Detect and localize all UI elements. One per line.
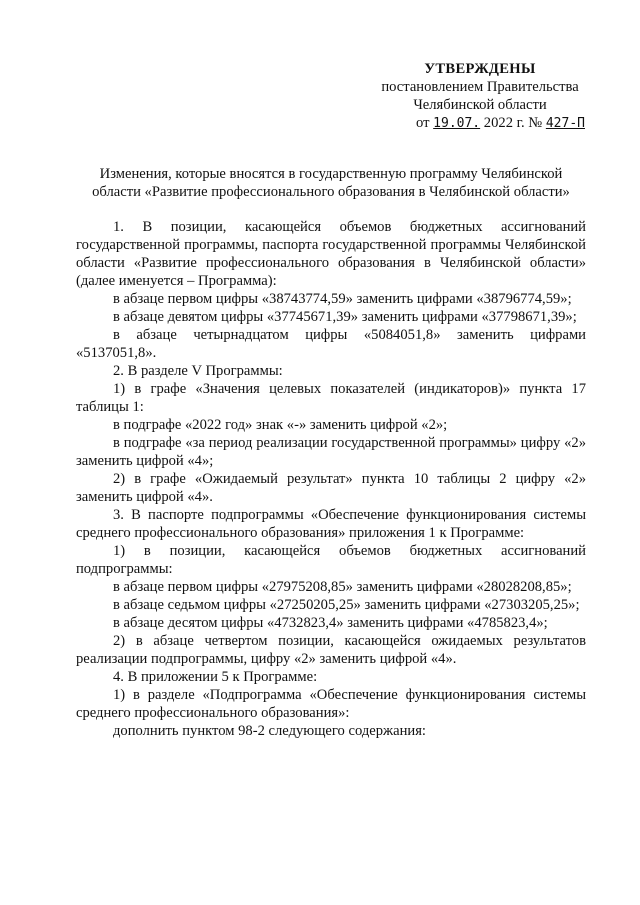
paragraph-12: в абзаце первом цифры «27975208,85» заменить цифрами «28028208,85»; — [113, 579, 572, 595]
paragraph-17: 1) в разделе «Подпрограмма «Обеспечение функционирования системы среднего профессионального образования»: — [76, 687, 586, 721]
handwritten-date: 19.07. — [433, 116, 481, 131]
handwritten-number: 427-П — [545, 116, 585, 131]
approval-title: УТВЕРЖДЕНЫ — [424, 61, 536, 77]
approval-line-2: Челябинской области — [413, 97, 547, 113]
document-body — [76, 218, 586, 740]
approval-block — [375, 60, 585, 133]
paragraph-7: в подграфе «2022 год» знак «-» заменить цифрой «2»; — [113, 417, 448, 433]
paragraph-5: 2. В разделе V Программы: — [113, 363, 283, 379]
paragraph-9: 2) в графе «Ожидаемый результат» пункта 10 таблицы 2 цифру «2» заменить цифрой «4». — [76, 471, 586, 505]
paragraph-2: в абзаце первом цифры «38743774,59» заменить цифрами «38796774,59»; — [113, 291, 572, 307]
paragraph-14: в абзаце десятом цифры «4732823,4» заменить цифрами «4785823,4»; — [113, 615, 548, 631]
approval-line-1: постановлением Правительства — [381, 79, 579, 95]
paragraph-6: 1) в графе «Значения целевых показателей (индикаторов)» пункта 17 таблицы 1: — [76, 381, 586, 415]
paragraph-3: в абзаце девятом цифры «37745671,39» заменить цифрами «37798671,39»; — [113, 309, 577, 325]
paragraph-11: 1) в позиции, касающейся объемов бюджетных ассигнований подпрограммы: — [76, 543, 586, 577]
paragraph-1: 1. В позиции, касающейся объемов бюджетных ассигнований государственной программы, паспорта государственной программы Челябинской области «Развитие профессионального образования в Челябинской области» (далее именуется – Программа): — [76, 219, 586, 289]
document-heading: Изменения, которые вносятся в государственную программу Челябинской области «Развитие профессионального образования в Челябинской области» — [92, 166, 570, 200]
paragraph-13: в абзаце седьмом цифры «27250205,25» заменить цифрами «27303205,25»; — [113, 597, 580, 613]
paragraph-10: 3. В паспорте подпрограммы «Обеспечение функционирования системы среднего профессионального образования» приложения 1 к Программе: — [76, 507, 586, 541]
approval-date-line — [375, 114, 585, 133]
paragraph-15: 2) в абзаце четвертом позиции, касающейся ожидаемых результатов реализации подпрограммы, цифру «2» заменить цифрой «4». — [76, 633, 586, 667]
date-year: 2022 г. № — [483, 115, 543, 131]
paragraph-4: в абзаце четырнадцатом цифры «5084051,8» заменить цифрами «5137051,8». — [76, 327, 586, 361]
paragraph-8: в подграфе «за период реализации государственной программы» цифру «2» заменить цифрой «4»; — [76, 435, 586, 469]
paragraph-16: 4. В приложении 5 к Программе: — [113, 669, 318, 685]
date-prefix: от — [416, 115, 430, 131]
paragraph-18: дополнить пунктом 98-2 следующего содержания: — [113, 723, 426, 739]
